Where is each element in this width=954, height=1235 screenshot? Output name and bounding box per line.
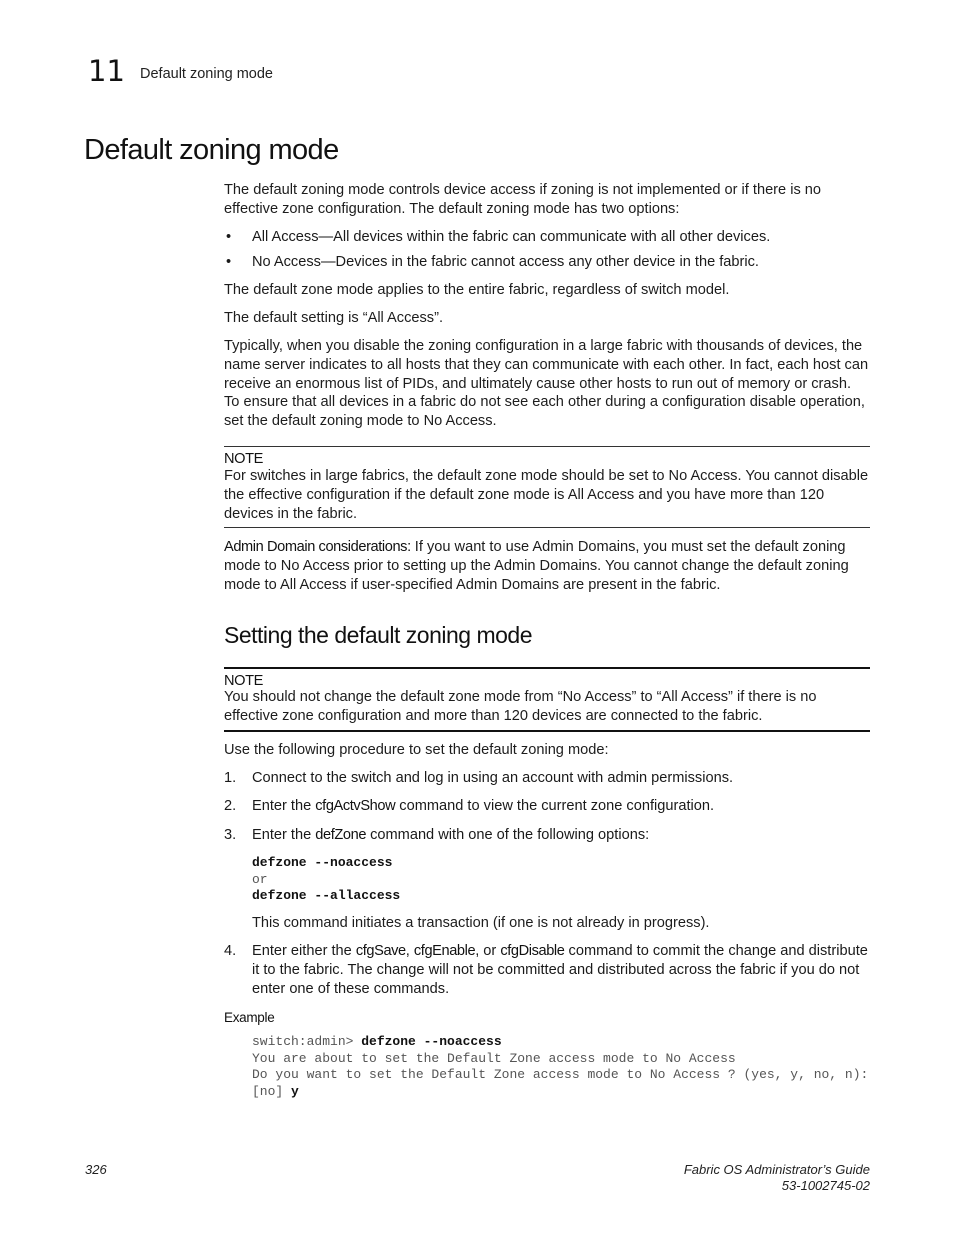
code-line: defzone --allaccess [252, 888, 401, 903]
command-cfgactvshow: cfgActvShow [315, 798, 396, 814]
applies-paragraph: The default zone mode applies to the entire fabric, regardless of switch model. [224, 282, 730, 298]
code-command: defzone --noaccess [361, 1034, 502, 1049]
section-title: Default zoning mode [84, 134, 339, 166]
procedure-intro: Use the following procedure to set the default zoning mode: [224, 742, 609, 758]
step-text-post: command with one of the following options: [366, 827, 650, 843]
step-text-pre: Enter the [252, 827, 316, 843]
note-text: For switches in large fabrics, the default zone mode should be set to No Access. You cannot disable the effective configuration if the default zone mode is All Access and you have more than 120 devices in the fabric. [224, 468, 869, 522]
step-3-note: This command initiates a transaction (if one is not already in progress). [252, 915, 710, 931]
step-number: 3. [224, 827, 237, 843]
default-setting-paragraph: The default setting is “All Access”. [224, 310, 443, 326]
bullet-icon: • [226, 229, 232, 245]
command-cfgdisable: cfgDisable [500, 943, 565, 959]
admin-domain-lead: Admin Domain considerations: [224, 539, 411, 555]
code-answer: y [291, 1083, 299, 1099]
note-label: NOTE [224, 673, 263, 689]
typically-paragraph: Typically, when you disable the zoning configuration in a large fabric with thousands of devices, the name server indicates to all hosts that they can communicate with each other. In fact, each host can receive an enormous list of PIDs, and ultimately cause other hosts to run out of memory or crash. To ensure that all devices in a fabric do not see each other during a configuration disable operation, set the default zoning mode to No Access. [224, 338, 869, 430]
admin-domain-text: If you want to use Admin Domains, you must set the default zoning mode to No Access prior to setting up the Admin Domains. You cannot change the default zoning mode to All Access if user-specified Admin Domains are present in the fabric. [224, 539, 849, 593]
command-defzone: defZone [315, 827, 367, 843]
step-text [252, 826, 870, 845]
step-text-post: command to view the current zone configuration. [395, 798, 715, 814]
footer-doc-info [684, 1162, 870, 1194]
code-line: or [252, 871, 268, 887]
page-number: 326 [85, 1162, 107, 1177]
step-number: 2. [224, 798, 237, 814]
code-line: defzone --noaccess [252, 855, 393, 870]
code-block-options [252, 855, 400, 905]
bullet-text: No Access—Devices in the fabric cannot access any other device in the fabric. [252, 254, 759, 270]
note-bottom-rule [224, 730, 870, 732]
code-prompt: switch:admin> [252, 1034, 362, 1049]
note-top-rule [224, 667, 870, 669]
code-output: You are about to set the Default Zone access mode to No Access [252, 1050, 736, 1066]
step-number: 4. [224, 943, 237, 959]
separator: , or [475, 943, 501, 959]
step-text [252, 797, 870, 816]
chapter-number: 11 [88, 54, 125, 88]
admin-domain-paragraph [224, 538, 870, 594]
intro-paragraph: The default zoning mode controls device access if zoning is not implemented or if there is no effective zone configuration. The default zoning mode has two options: [224, 182, 822, 217]
bullet-icon: • [226, 254, 232, 270]
example-label: Example [224, 1010, 275, 1025]
running-header-title: Default zoning mode [140, 66, 273, 82]
step-text [252, 942, 870, 998]
note-bottom-rule [224, 527, 870, 528]
step-text-pre: Enter either the [252, 943, 356, 959]
command-cfgsave: cfgSave [355, 943, 406, 959]
step-number: 1. [224, 770, 237, 786]
doc-number: 53-1002745-02 [781, 1178, 870, 1193]
code-output: Do you want to set the Default Zone access mode to No Access ? (yes, y, no, n): [252, 1067, 869, 1082]
bullet-text: All Access—All devices within the fabric can communicate with all other devices. [252, 229, 771, 245]
step-text: Connect to the switch and log in using an account with admin permissions. [252, 770, 734, 786]
step-text-post: command to commit the change and distribute it to the fabric. The change will not be committed and distributed across the fabric if you do not enter one of these commands. [252, 943, 868, 997]
command-cfgenable: cfgEnable [413, 943, 476, 959]
example-code-block [252, 1034, 868, 1100]
note-text: You should not change the default zone mode from “No Access” to “All Access” if there is no effective zone configuration and more than 120 devices are connected to the fabric. [224, 689, 817, 724]
code-output: [no] [252, 1083, 292, 1099]
note-top-rule [224, 446, 870, 447]
doc-title: Fabric OS Administrator’s Guide [683, 1162, 870, 1177]
note-label: NOTE [224, 451, 263, 467]
step-text-pre: Enter the [252, 798, 316, 814]
separator: , [405, 943, 414, 959]
subsection-title: Setting the default zoning mode [224, 622, 533, 648]
